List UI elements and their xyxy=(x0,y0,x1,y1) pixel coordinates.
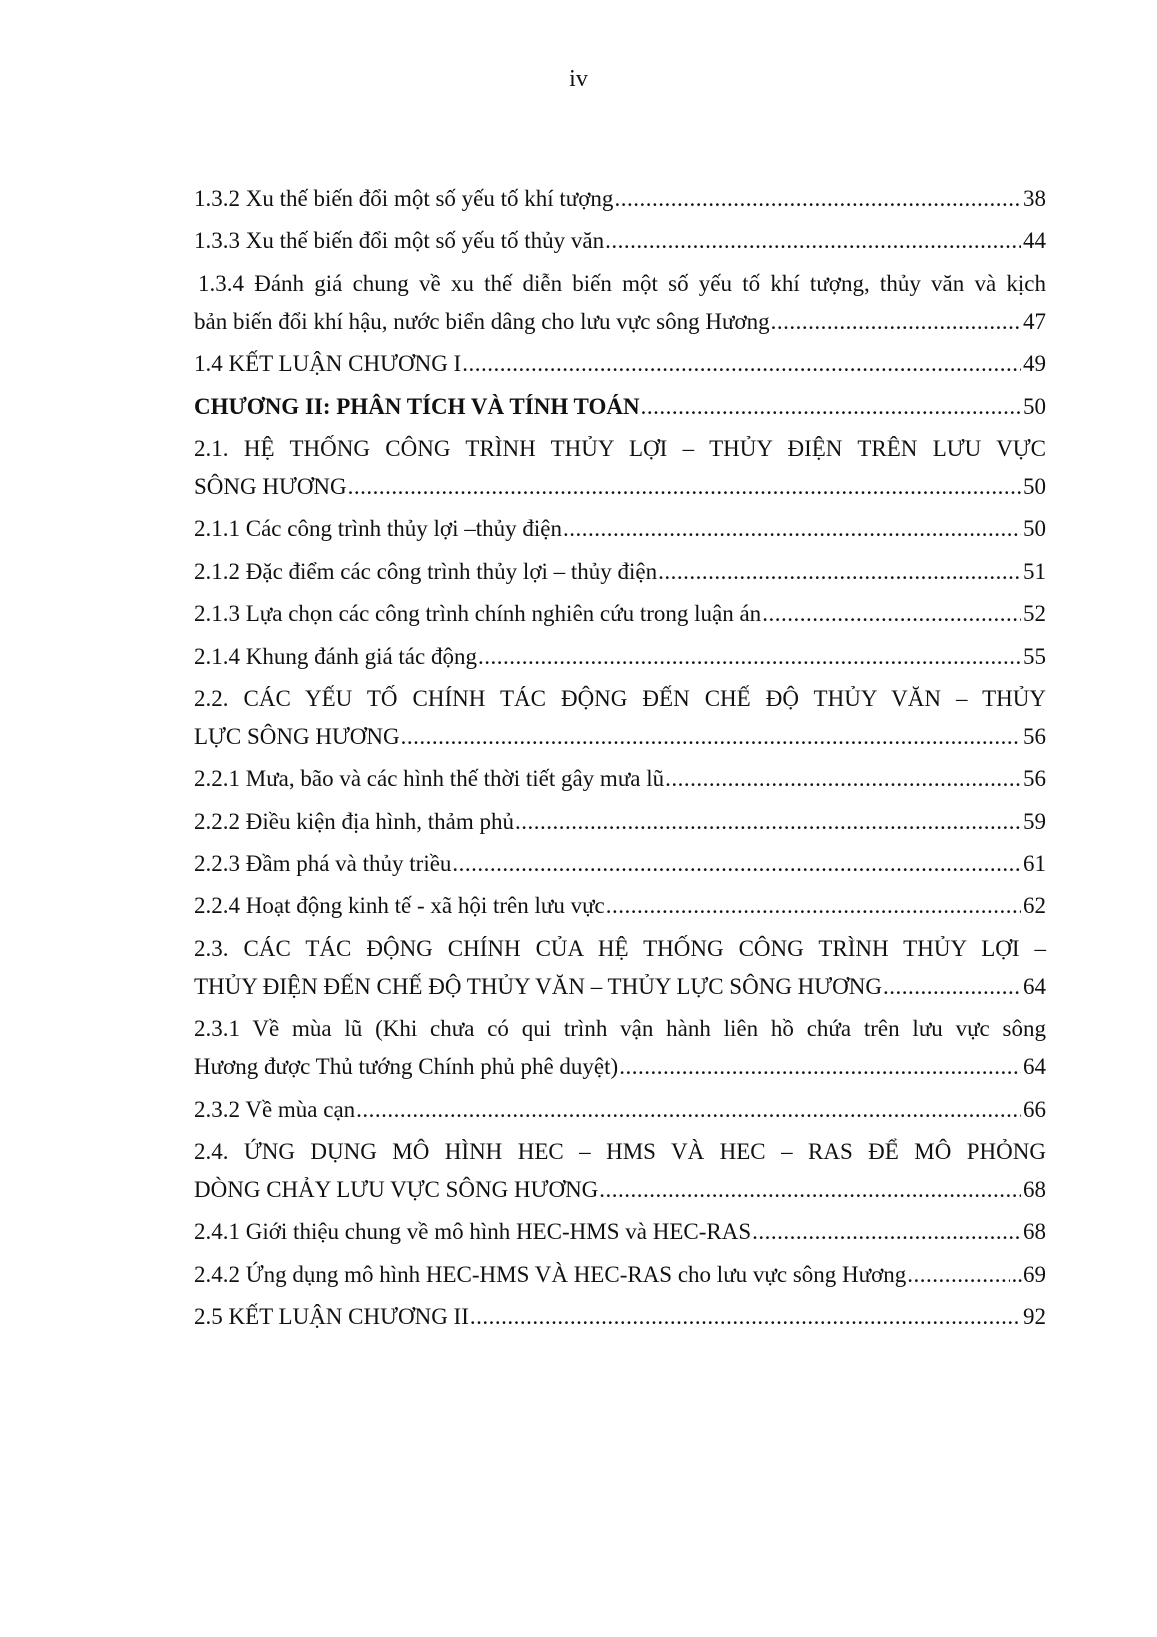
toc-entry[interactable] xyxy=(194,510,1046,548)
toc-entry-heading-line: 2.3.1 Về mùa lũ (Khi chưa có qui trình vận hành liên hồ chứa trên lưu vực sông xyxy=(194,1016,1046,1042)
toc-entry-title: SÔNG HƯƠNG xyxy=(194,473,347,499)
toc-entry-page-number: 56 xyxy=(1023,766,1046,792)
toc-entry[interactable] xyxy=(194,265,1046,341)
toc-entry-title: 1.3.3 Xu thế biến đổi một số yếu tố thủy văn xyxy=(194,228,605,254)
toc-entry[interactable] xyxy=(194,388,1046,426)
dot-leader xyxy=(752,1213,1021,1251)
dot-leader xyxy=(883,968,1021,1006)
toc-entry-title: 2.4.1 Giới thiệu chung về mô hình HEC-HMS và HEC-RAS xyxy=(194,1219,752,1245)
toc-entry-title: DÒNG CHẢY LƯU VỰC SÔNG HƯƠNG xyxy=(194,1177,599,1203)
toc-entry-line xyxy=(194,388,1046,426)
toc-entry-page-number: 51 xyxy=(1023,558,1046,584)
toc-entry-title: 2.3.2 Về mùa cạn xyxy=(194,1096,356,1122)
toc-entry[interactable] xyxy=(194,345,1046,383)
toc-entry[interactable] xyxy=(194,760,1046,798)
toc-entry-page-number: ..69 xyxy=(1011,1261,1046,1287)
toc-entry-title: 2.1.3 Lựa chọn các công trình chính nghiên cứu trong luận án xyxy=(194,601,762,627)
toc-entry-title: 2.2.3 Đầm phá và thủy triều xyxy=(194,851,452,877)
toc-entry-line xyxy=(194,1171,1046,1209)
toc-entry[interactable] xyxy=(194,1091,1046,1129)
toc-entry-heading-line: 2.4. ỨNG DỤNG MÔ HÌNH HEC – HMS VÀ HEC – RAS ĐỂ MÔ PHỎNG xyxy=(194,1139,1046,1165)
toc-entry-heading-line: 2.2. CÁC YẾU TỐ CHÍNH TÁC ĐỘNG ĐẾN CHẾ ĐỘ THỦY VĂN – THỦY xyxy=(194,685,1046,711)
toc-entry-page-number: 56 xyxy=(1023,723,1046,749)
toc-entry-page-number: 64 xyxy=(1023,973,1046,999)
dot-leader xyxy=(619,1048,1021,1086)
toc-entry-line xyxy=(194,553,1046,591)
toc-entry[interactable] xyxy=(194,430,1046,506)
toc-entry-title: bản biến đổi khí hậu, nước biển dâng cho lưu vực sông Hương xyxy=(194,308,770,334)
toc-entry-line xyxy=(194,887,1046,925)
toc-entry-line xyxy=(194,303,1046,341)
toc-entry[interactable] xyxy=(194,680,1046,756)
toc-entry-line xyxy=(194,1256,1046,1294)
dot-leader xyxy=(614,180,1021,218)
toc-entry-line xyxy=(194,1048,1046,1086)
toc-entry-page-number: 50 xyxy=(1023,393,1046,419)
dot-leader xyxy=(452,845,1021,883)
toc-entry-line xyxy=(194,1298,1046,1336)
dot-leader xyxy=(478,638,1021,676)
toc-entry-title: CHƯƠNG II: PHÂN TÍCH VÀ TÍNH TOÁN xyxy=(194,393,640,419)
toc-entry-page-number: 55 xyxy=(1023,643,1046,669)
toc-entry-page-number: 50 xyxy=(1023,473,1046,499)
dot-leader xyxy=(665,760,1021,798)
toc-entry-page-number: 52 xyxy=(1023,601,1046,627)
toc-entry[interactable] xyxy=(194,845,1046,883)
toc-entry-page-number: 64 xyxy=(1023,1054,1046,1080)
dot-leader xyxy=(641,388,1021,426)
dot-leader xyxy=(907,1256,1009,1294)
toc-entry[interactable] xyxy=(194,638,1046,676)
toc-entry-heading-line: 1.3.4 Đánh giá chung về xu thế diễn biến một số yếu tố khí tượng, thủy văn và kịch xyxy=(198,270,1046,296)
dot-leader xyxy=(771,303,1021,341)
toc-entry-page-number: 59 xyxy=(1023,808,1046,834)
toc-entry-line xyxy=(194,468,1046,506)
toc-entry-page-number: 50 xyxy=(1023,516,1046,542)
toc-entry[interactable] xyxy=(194,930,1046,1006)
dot-leader xyxy=(356,1091,1021,1129)
toc-entry-line xyxy=(194,760,1046,798)
toc-entry-title: 2.2.4 Hoạt động kinh tế - xã hội trên lưu vực xyxy=(194,893,605,919)
toc-entry-line xyxy=(194,803,1046,841)
toc-entry[interactable] xyxy=(194,1133,1046,1209)
toc-entry-page-number: 68 xyxy=(1023,1177,1046,1203)
toc-entry-page-number: 38 xyxy=(1023,186,1046,211)
toc-entry-line xyxy=(194,718,1046,756)
dot-leader xyxy=(599,1171,1021,1209)
toc-entry-page-number: 44 xyxy=(1023,228,1046,254)
dot-leader xyxy=(348,468,1021,506)
toc-entry-line xyxy=(194,180,1046,218)
toc-entry-title: THỦY ĐIỆN ĐẾN CHẾ ĐỘ THỦY VĂN – THỦY LỰC SÔNG HƯƠNG xyxy=(194,973,882,999)
toc-entry-title: Hương được Thủ tướng Chính phủ phê duyệt) xyxy=(194,1054,619,1080)
dot-leader xyxy=(462,345,1021,383)
page-number: iv xyxy=(569,66,588,92)
toc-entry-title: 1.3.2 Xu thế biến đổi một số yếu tố khí tượng xyxy=(194,186,614,211)
toc-entry[interactable] xyxy=(194,180,1046,218)
toc-entry-line xyxy=(194,1213,1046,1251)
dot-leader xyxy=(401,718,1021,756)
toc-entry-line xyxy=(194,345,1046,383)
toc-entry[interactable] xyxy=(194,1298,1046,1336)
toc-entry-line xyxy=(194,968,1046,1006)
toc-entry-line xyxy=(194,595,1046,633)
toc-entry-line xyxy=(194,845,1046,883)
toc-entry-title: 2.1.4 Khung đánh giá tác động xyxy=(194,643,477,669)
dot-leader xyxy=(563,510,1021,548)
toc-entry-title: 2.2.2 Điều kiện địa hình, thảm phủ xyxy=(194,808,515,834)
toc-entry[interactable] xyxy=(194,803,1046,841)
dot-leader xyxy=(762,595,1021,633)
toc-entry-page-number: 49 xyxy=(1023,351,1046,377)
toc-entry-line xyxy=(194,1091,1046,1129)
dot-leader xyxy=(658,553,1021,591)
dot-leader xyxy=(515,803,1021,841)
toc-entry[interactable] xyxy=(194,887,1046,925)
toc-entry[interactable] xyxy=(194,222,1046,260)
toc-entry-page-number: 92 xyxy=(1023,1304,1046,1330)
toc-entry-heading-line: 2.1. HỆ THỐNG CÔNG TRÌNH THỦY LỢI – THỦY ĐIỆN TRÊN LƯU VỰC xyxy=(194,435,1046,461)
toc-entry-title: LỰC SÔNG HƯƠNG xyxy=(194,723,400,749)
toc-entry-title: 2.1.1 Các công trình thủy lợi –thủy điện xyxy=(194,516,562,542)
toc-entry[interactable] xyxy=(194,1010,1046,1086)
dot-leader xyxy=(470,1298,1021,1336)
toc-entry-title: 2.4.2 Ứng dụng mô hình HEC-HMS VÀ HEC-RAS cho lưu vực sông Hương xyxy=(194,1261,907,1287)
toc-entry[interactable] xyxy=(194,553,1046,591)
toc-entry[interactable] xyxy=(194,595,1046,633)
toc-entry-title: 1.4 KẾT LUẬN CHƯƠNG I xyxy=(194,351,462,377)
toc-entry-page-number: 66 xyxy=(1023,1096,1046,1122)
toc-entry-title: 2.2.1 Mưa, bão và các hình thế thời tiết gây mưa lũ xyxy=(194,766,665,792)
toc-entry[interactable] xyxy=(194,1213,1046,1251)
toc-entry-line xyxy=(194,510,1046,548)
toc-entry-line xyxy=(194,638,1046,676)
toc-entry-line xyxy=(194,222,1046,260)
toc-entry-page-number: 62 xyxy=(1023,893,1046,919)
toc-entry-page-number: 47 xyxy=(1023,308,1046,334)
toc-entry-page-number: 61 xyxy=(1023,851,1046,877)
toc-entry-page-number: 68 xyxy=(1023,1219,1046,1245)
toc-entry-title: 2.5 KẾT LUẬN CHƯƠNG II xyxy=(194,1304,469,1330)
table-of-contents xyxy=(194,180,1046,1341)
toc-entry-title: 2.1.2 Đặc điểm các công trình thủy lợi – thủy điện xyxy=(194,558,658,584)
toc-entry[interactable] xyxy=(194,1256,1046,1294)
dot-leader xyxy=(606,887,1021,925)
toc-entry-heading-line: 2.3. CÁC TÁC ĐỘNG CHÍNH CỦA HỆ THỐNG CÔNG TRÌNH THỦY LỢI – xyxy=(194,935,1046,961)
dot-leader xyxy=(605,222,1021,260)
